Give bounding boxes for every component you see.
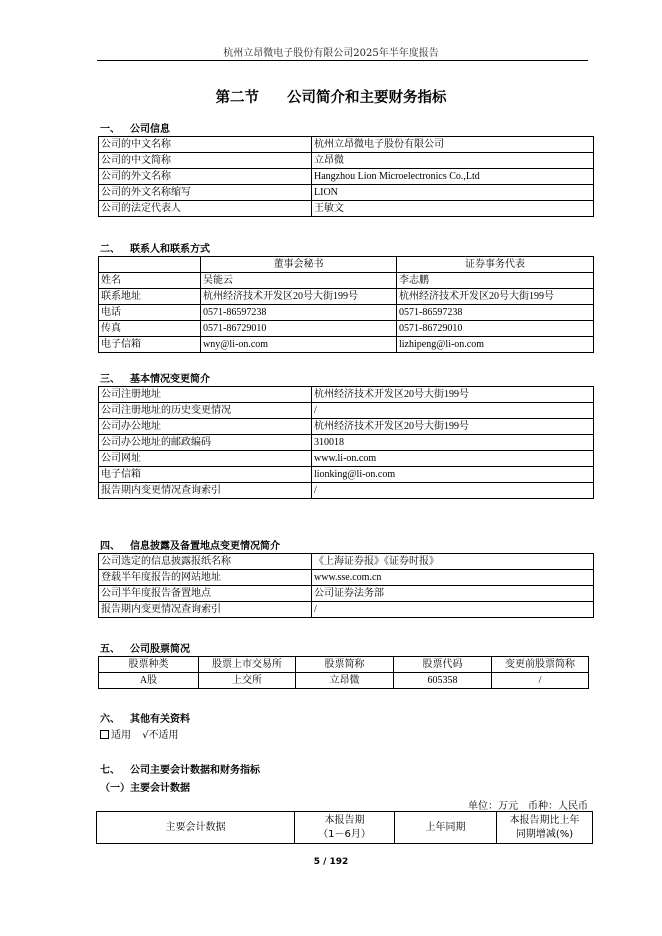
cell-value: 杭州经济技术开发区20号大街199号	[312, 387, 594, 403]
table-row	[99, 451, 594, 467]
cell-value: 杭州经济技术开发区20号大街199号	[397, 289, 594, 305]
cell-value: 杭州经济技术开发区20号大街199号	[312, 419, 594, 435]
cell-label: 报告期内变更情况查询索引	[99, 602, 312, 618]
table-row	[99, 483, 594, 499]
header-rule	[97, 60, 588, 61]
cell-value: /	[312, 602, 594, 618]
table-row	[99, 169, 594, 185]
option-not-applicable-label: 不适用	[148, 730, 179, 741]
column-header-period: 本报告期 （1－6月）	[295, 812, 395, 844]
cell-value: /	[312, 403, 594, 419]
cell-value: 王敏文	[312, 201, 594, 217]
unit-label: 单位：万元	[468, 801, 518, 812]
column-header-prior: 上年同期	[395, 812, 497, 844]
table-row	[99, 419, 594, 435]
cell-value: /	[492, 673, 589, 689]
cell-label: 公司的法定代表人	[99, 201, 312, 217]
checkmark-icon: √	[142, 730, 149, 741]
cell-label: 公司办公地址的邮政编码	[99, 435, 312, 451]
email-value[interactable]: wny@li-on.com	[201, 337, 397, 353]
cell-label: 公司选定的信息披露报纸名称	[99, 554, 312, 570]
basic-changes-table	[98, 386, 594, 499]
cell-label: 姓名	[99, 273, 201, 289]
currency-label: 币种：人民币	[528, 801, 588, 812]
cell-label: 公司的外文名称缩写	[99, 185, 312, 201]
cell-value: LION	[312, 185, 594, 201]
table-header-row	[99, 657, 589, 673]
page-title	[0, 86, 662, 107]
table-row	[99, 435, 594, 451]
table-row	[99, 467, 594, 483]
column-header-item: 主要会计数据	[97, 812, 295, 844]
page-number: 5 / 192	[313, 857, 349, 867]
cell-label: 传真	[99, 321, 201, 337]
cell-label: 电子信箱	[99, 337, 201, 353]
section-disclosure-heading: 四、 信息披露及备置地点变更情况简介	[100, 541, 280, 552]
table-row	[99, 289, 594, 305]
table-row	[99, 305, 594, 321]
cell-value: 0571-86729010	[201, 321, 397, 337]
column-header-change: 本报告期比上年 同期增减(%)	[497, 812, 593, 844]
cell-value: 310018	[312, 435, 594, 451]
cell-value: 立昂微	[312, 153, 594, 169]
table-row	[99, 554, 594, 570]
cell-value: 杭州经济技术开发区20号大街199号	[201, 289, 397, 305]
cell-value: 0571-86597238	[201, 305, 397, 321]
email-value[interactable]: lionking@li-on.com	[312, 467, 594, 483]
table-row	[99, 153, 594, 169]
table-header-row	[97, 812, 593, 844]
cell-label: 报告期内变更情况查询索引	[99, 483, 312, 499]
cell-label: 登载半年度报告的网站地址	[99, 570, 312, 586]
website-value[interactable]: www.li-on.com	[312, 451, 594, 467]
unit-currency-line	[468, 797, 588, 812]
cell-label: 电话	[99, 305, 201, 321]
cell-label: 公司半年度报告备置地点	[99, 586, 312, 602]
cell-label: 公司的中文名称	[99, 137, 312, 153]
financial-data-table	[96, 811, 593, 844]
contacts-table	[98, 256, 594, 353]
email-value[interactable]: lizhipeng@li-on.com	[397, 337, 594, 353]
section-contacts-heading: 二、 联系人和联系方式	[100, 244, 210, 255]
cell-label: 公司的中文简称	[99, 153, 312, 169]
column-header: 股票上市交易所	[199, 657, 296, 673]
table-row	[99, 387, 594, 403]
cell-value: 立昂微	[296, 673, 394, 689]
page-header: 杭州立昂微电子股份有限公司2025年半年度报告	[223, 48, 439, 59]
cell-label: 公司办公地址	[99, 419, 312, 435]
cell-value: A股	[99, 673, 199, 689]
cell-label: 公司注册地址的历史变更情况	[99, 403, 312, 419]
table-row	[99, 337, 594, 353]
cell-label: 公司网址	[99, 451, 312, 467]
cell-value: 李志鹏	[397, 273, 594, 289]
table-row	[99, 137, 594, 153]
cell-label: 电子信箱	[99, 467, 312, 483]
stock-table	[98, 656, 589, 689]
table-row	[99, 273, 594, 289]
section-company-info-heading: 一、 公司信息	[100, 124, 170, 135]
table-header-row	[99, 257, 594, 273]
cell-value: 《上海证券报》《证券时报》	[312, 554, 594, 570]
table-row	[99, 570, 594, 586]
cell-value: 杭州立昂微电子股份有限公司	[312, 137, 594, 153]
column-header-representative: 证券事务代表	[397, 257, 594, 273]
table-row	[99, 201, 594, 217]
cell-label: 联系地址	[99, 289, 201, 305]
cell-value: 0571-86597238	[397, 305, 594, 321]
cell-label: 公司的外文名称	[99, 169, 312, 185]
website-value[interactable]: www.sse.com.cn	[312, 570, 594, 586]
disclosure-table	[98, 553, 594, 618]
cell-value: 吴能云	[201, 273, 397, 289]
chapter-name: 公司简介和主要财务指标	[287, 90, 447, 106]
financial-subsection-heading: （一）主要会计数据	[100, 783, 190, 794]
company-info-table	[98, 136, 594, 217]
table-row	[99, 602, 594, 618]
table-row	[99, 673, 589, 689]
section-stock-heading: 五、 公司股票简况	[100, 644, 190, 655]
column-header: 变更前股票简称	[492, 657, 589, 673]
option-applicable-label: 适用	[111, 730, 131, 741]
column-header: 股票简称	[296, 657, 394, 673]
section-financial-heading: 七、 公司主要会计数据和财务指标	[100, 765, 260, 776]
checkbox-empty-icon	[100, 730, 109, 739]
cell-value: /	[312, 483, 594, 499]
chapter-number: 第二节	[215, 90, 259, 106]
cell-value: 605358	[394, 673, 492, 689]
section-other-heading: 六、 其他有关资料	[100, 714, 190, 725]
cell-value: 0571-86729010	[397, 321, 594, 337]
section-basic-changes-heading: 三、 基本情况变更简介	[100, 374, 210, 385]
column-header: 股票代码	[394, 657, 492, 673]
cell-value: Hangzhou Lion Microelectronics Co.,Ltd	[312, 169, 594, 185]
table-row	[99, 403, 594, 419]
cell-label: 公司注册地址	[99, 387, 312, 403]
cell-value: 公司证券法务部	[312, 586, 594, 602]
cell-value: 上交所	[199, 673, 296, 689]
column-header: 股票种类	[99, 657, 199, 673]
table-row	[99, 586, 594, 602]
applicable-options	[100, 726, 179, 741]
column-header-secretary: 董事会秘书	[201, 257, 397, 273]
table-row	[99, 321, 594, 337]
table-row	[99, 185, 594, 201]
